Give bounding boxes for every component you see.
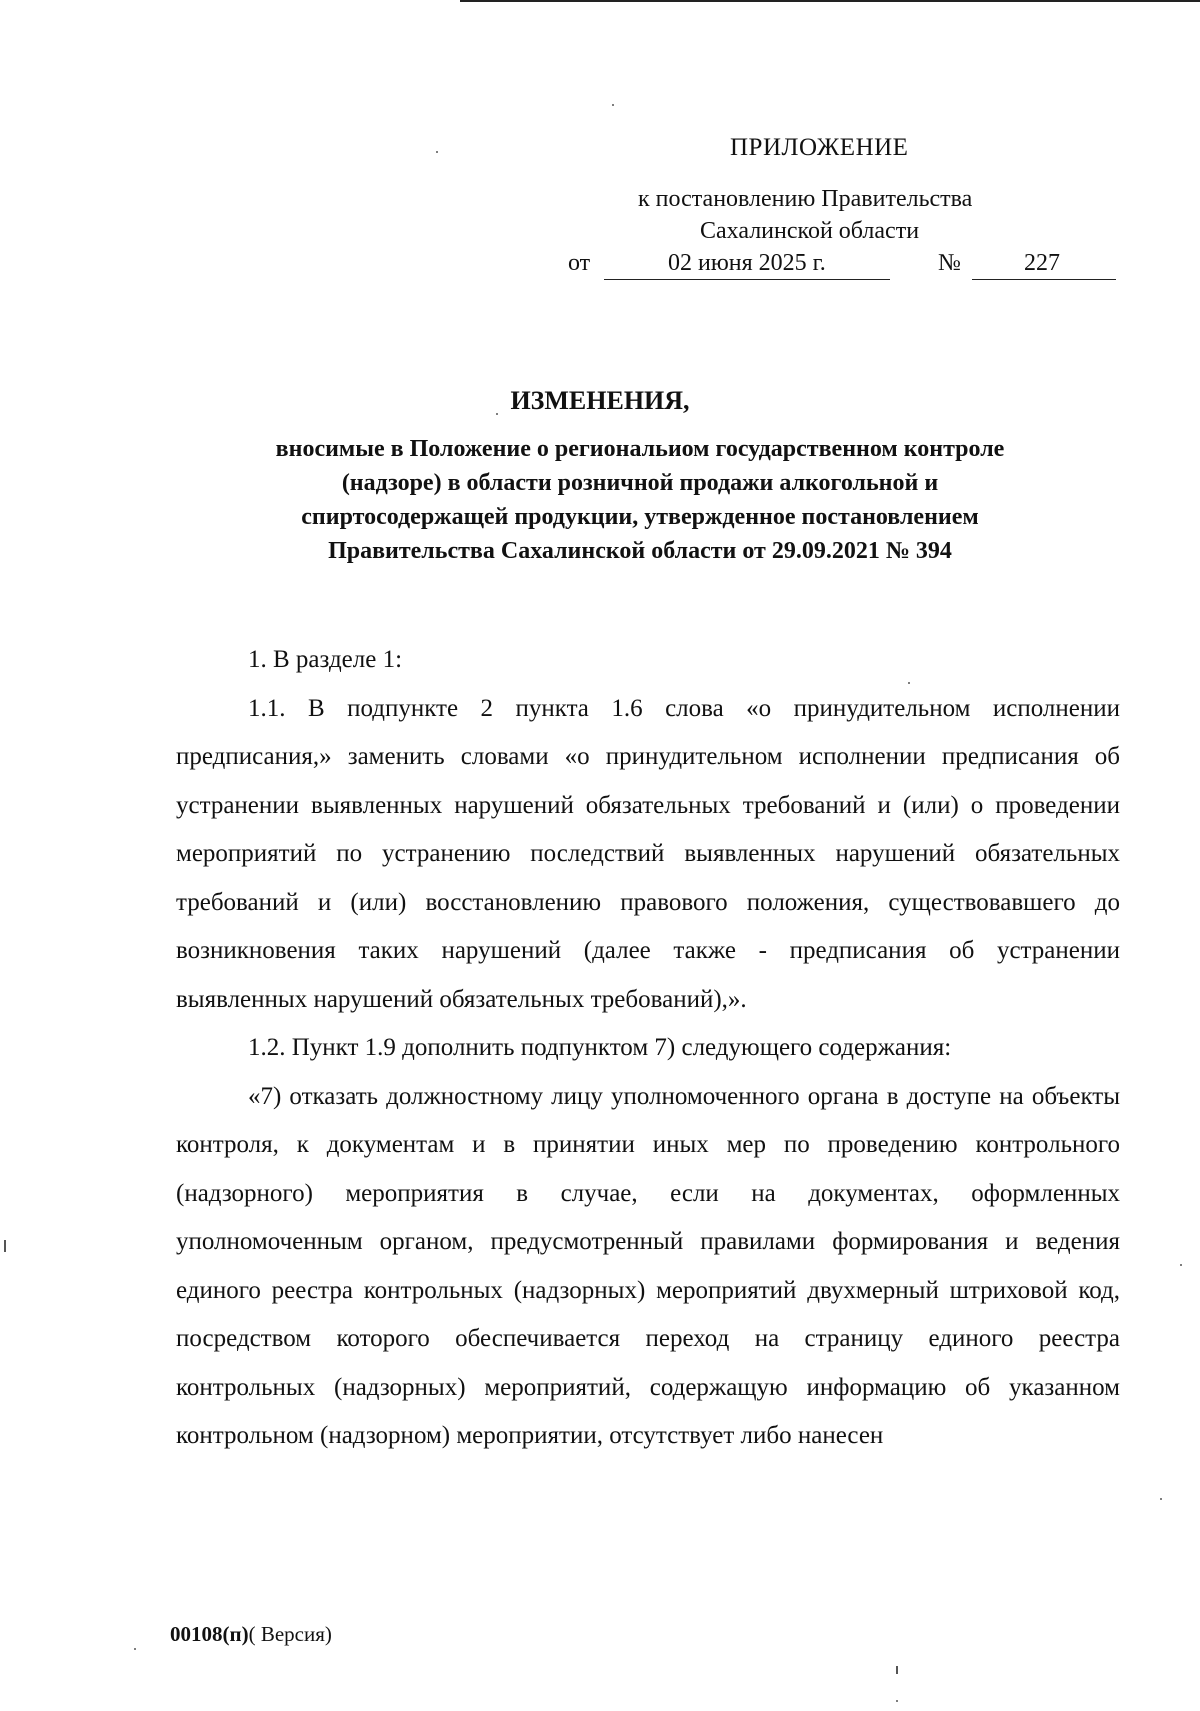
subtitle-line: Правительства Сахалинской области от 29.09.2021 № 394 <box>328 538 952 564</box>
subtitle-line: вносимые в Положение о региональиом государственном контроле <box>275 436 1005 462</box>
scan-speck <box>496 413 498 415</box>
appendix-reference-line-1: к постановлению Правительства <box>638 186 973 212</box>
paragraph-quote-7: «7) отказать должностному лицу уполномоченного органа в доступе на объекты контроля, к документам и в принятии иных мер по проведению контрольного (надзорного) мероприятия в случае, если на документах, оформленных уполномоченным органом, предусмотренный правилами формирования и ведения единого реестра контрольных (надзорных) мероприятий двухмерный штриховой код, посредством которого обеспечивается переход на страницу единого реестра контрольных (надзорных) мероприятий, содержащую информацию об указанном контрольном (надзорном) мероприятии, отсутствует либо нанесен <box>176 1082 1120 1449</box>
date-value: 02 июня 2025 г. <box>668 250 826 276</box>
number-value: 227 <box>1024 250 1060 276</box>
subtitle-line: (надзоре) в области розничной продажи алкогольной и <box>341 470 939 496</box>
footer-document-code <box>170 1622 332 1647</box>
from-label: от <box>568 250 591 276</box>
scan-speck <box>4 1240 6 1252</box>
subtitle-line: спиртосодержащей продукции, утвержденное постановлением <box>301 504 979 530</box>
number-field <box>972 250 1116 280</box>
footer-version: ( Версия) <box>248 1622 332 1646</box>
appendix-title: ПРИЛОЖЕНИЕ <box>730 134 909 161</box>
scan-speck <box>896 1700 898 1702</box>
appendix-reference-line-2: Сахалинской области <box>700 218 920 244</box>
scan-speck <box>612 104 614 106</box>
paragraph-1-1: 1.1. В подпункте 2 пункта 1.6 слова «о принудительном исполнении предписания,» заменить словами «о принудительном исполнении предписания об устранении выявленных нарушений обязательных требований и (или) о проведении мероприятий по устранению последствий выявленных нарушений обязательных требований и (или) восстановлению правового положения, существовавшего до возникновения таких нарушений (далее также - предписания об устранении выявленных нарушений обязательных требований),». <box>176 694 1120 1013</box>
date-field <box>604 250 890 280</box>
scan-speck <box>896 1666 898 1674</box>
footer-code: 00108(п) <box>170 1622 249 1646</box>
scan-speck <box>436 151 438 153</box>
paragraph-1-2: 1.2. Пункт 1.9 дополнить подпунктом 7) следующего содержания: <box>248 1034 952 1061</box>
document-title: ИЗМЕНЕНИЯ, <box>510 386 690 415</box>
paragraph-section-1: 1. В разделе 1: <box>248 646 403 673</box>
document-body <box>176 636 1120 1461</box>
scan-speck <box>1180 1264 1182 1266</box>
scan-speck <box>908 682 910 684</box>
scan-speck <box>134 1648 136 1650</box>
scan-speck <box>1160 1498 1162 1500</box>
top-border-line <box>460 0 1200 2</box>
document-subtitle <box>180 432 1100 568</box>
appendix-date-number-row <box>568 250 1116 284</box>
number-sign-label: № <box>938 250 961 276</box>
